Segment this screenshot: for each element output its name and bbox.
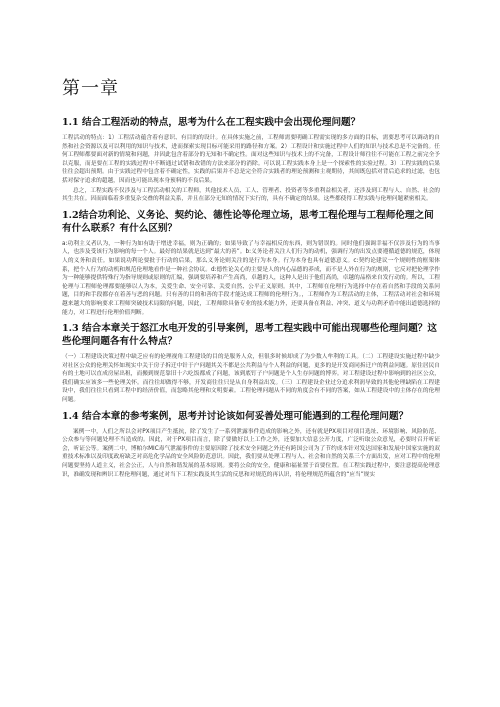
section-1-3	[62, 322, 440, 405]
section-paragraph: 案例一中，人们之所以会对PX项目产生抵抗，除了发生了一系列泄露事件造成的影响之外，还有就是PX项目对项目选址、环境影响、风险防范、公众参与等问题处理不当造成的。因此，对于PX项目而言，除了要做好以上工作之外，还要加大信息公开力度，广泛听取公众意见，必要时召开听证会，听证公等。案例二中，博帕尔MIC毒气泄漏事件的主要原因除了技术安全问题之外还有跨国公司为了节约成本针对发达国家和发展中国家实施的双重技术标准以及印度政府缺乏对高危化学品的安全风险防范意识。因此，我们要从处理工程与人、社会和自然的关系三个方面出发，应对工程中的伦理问题要坚持人道主义，社会公正，人与自然和谐发展的基本原则。要将公众的安全，健康和福祉置于首要位置。在工程实践过程中，要注意提高伦理意识，准确发现和辨识工程伦理问题，通过对当下工程实践及其生活的反思和对规范的再认识，将伦理规范所蕴含的“应当”规实	[62, 428, 440, 478]
section-title: 1.1 结合工程活动的特点，思考为什么在工程实践中会出现伦理问题？	[62, 117, 361, 128]
section-title: 1.2结合功利论、义务论、契约论、德性论等伦理立场，思考工程伦理与工程师伦理之间有什么联系？有什么区别？	[62, 209, 434, 234]
section-1-1	[62, 116, 440, 204]
section-title: 1.4 结合本章的参考案例，思考并讨论该如何妥善处理可能遇到的工程伦理问题？	[62, 410, 409, 422]
section-paragraph: （一）工程建设决策过程中缺乏应有的伦理视角工程建设的目的是服务人众，但很多时候却成了为少数人牟利的工具。（二）工程建设实施过程中缺少对社区公众的伦理关怀如现实中关于房子拆迁中针于户问题其关不都是公共利益与个人利益的问题，更多的是开发商同拆迁户的利益问题。原住居民自有的土地可以直成房屋出租，而搬到规范靠旧十六吃饭都成了问题，该到底钉子户问题是个人生存问题的博弈。对工程建设过程中影响到的社区公众，我们确实应该多一些伦理关怀。而往往却做得不够，开发商往往只是从自身利益出发。（三）工程建设企业过分追求利润导致的其他伦理缺陷在工程建设中，我们往往只看到工程中的经济价值，而忽略其伦理和文明要素。工程伦理问题从不同的角度会有不同的答案，如从工程建设中的主体存在的伦理问题。	[62, 354, 440, 404]
section-1-4	[62, 410, 440, 480]
section-title: 1.3 结合本章关于怒江水电开发的引导案例，思考工程实践中可能出现哪些伦理问题？这些伦理问题各有什么特点？	[62, 323, 437, 348]
section-paragraph: 总之，工程实践不仅涉及与工程活动相关的工程师，其他技术人员、工人、管理者、投资者等多重利益相关者，还涉及到工程与人、自然、社会的其生共在。因而面临着多重复杂交叠的利益关系，并且在部分无知的情况下实行的，具有不确定的结果。这些都使得工程实践与伦理问题紧密相关。	[62, 187, 440, 203]
section-1-2	[62, 209, 440, 317]
section-paragraph: 工程活动的特点：1）工程活动蕴含着有意识、有目的的设计。在具体实施之前，工程师需要明确工程需实现的多方面的目标，需要思考可以调动的自然和社会资源以及可以利用的知识与技术，进而探索实现目标可能采用的路径和方案。2）工程设计和实施过程中人们的知识与技术总是不完备的。任何工程师都要面对新的情境和问题，并因此包含着部分的无知和不确定性。面对这些知识与技术上的不完备，工程设计师往往不可能在工程之前完全予以克服，而是要在工程的实践过程中不断通过试错和改错的方法来部分的消除。可以说工程实践本身上是一个探索性的实验过程。3）工程实践的后果往往会超出预期。由于实践过程中包含着不确定性，实践的后果并不总是完全符合实践者的理论预测和主观期待，其间既包括对背后追求的过滤，也包括对保守追求的超越，因而也可能出现本身预料的不良后果。	[62, 135, 440, 184]
section-paragraph: a:功利主义者认为，一种行为如有助于增进幸福，则为正确的；如果导致了与幸福相反的东西，则为错误的。同时他们强调幸福不仅涉及行为的当事人，也涉及受该行为影响的每一个人。最好的结果就是达到“最大的善”。b:义务论者关注人们行为的动机，强调行为的出发点要遵循道德的规范，体现人的义务和责任。如果说功利论要批于行动的后果，那么义务论则关注的是行为本身。行为本身也具有道德意义。c:契约论建议一个规则性的框架体系，把个人行为的动机和规范伦理地看作是一种社会协议。d:德性论关心的主要是人的内心品德的养成，而不是人外在行为的规则，它反对把伦理学作为一种能够提供特殊行为指导规则或原则的汇编，强调要培养和产生高尚，卓越的人，这种人是出于他们高尚，卓越的品格来自发行动的。所以，工程伦理与工程师伦理都要能够以人为本，关爱生命、安全可靠、关爱自然、公平正义原则。其中，工程师在伦理行为选择中存在着自然和手段的关系问题，目的和手段都存在着善与恶的问题。只有善的目的和善的手段才能达成工程师的伦理行为。，工程师作为工程活动的主体，工程活动对社会和环境越来越大的影响要求工程师突破技术局限的问题，因此，工程师除具备专业的技术能力外，还要具备在利益、冲突、道义与功利矛盾中能出道德选择的能力，对工程进行伦理价值判断。	[62, 240, 440, 316]
chapter-title: 第一章	[62, 78, 119, 99]
